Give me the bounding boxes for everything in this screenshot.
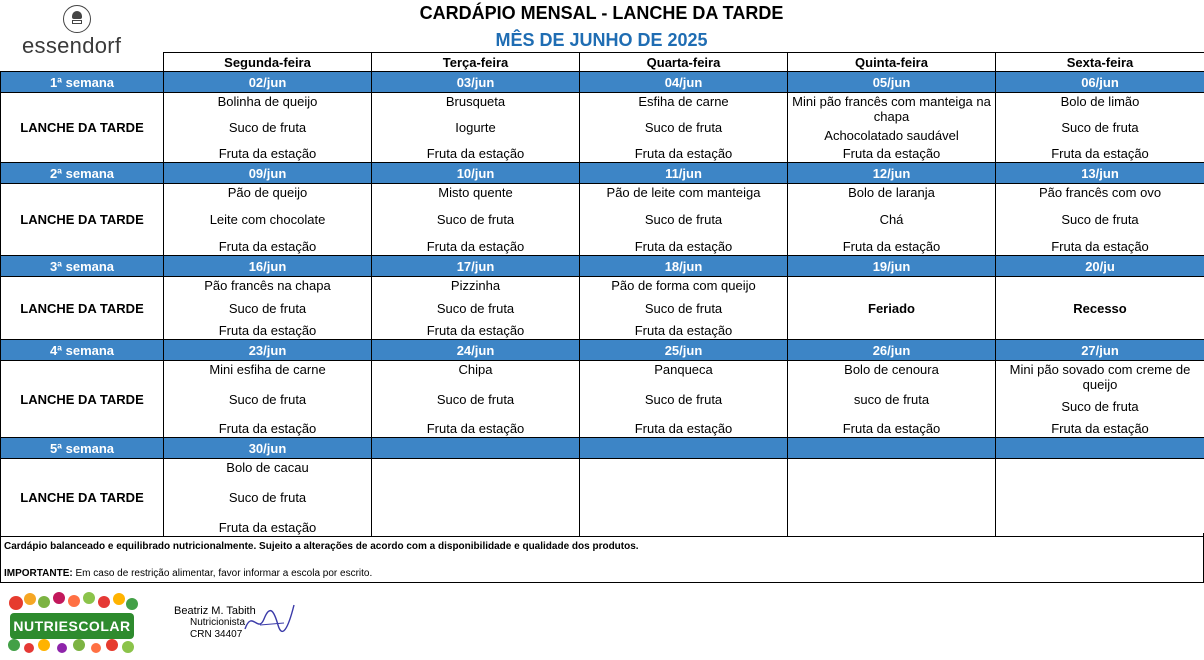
date-cell: 18/jun <box>580 256 788 277</box>
meal-item: Fruta da estação <box>426 323 525 338</box>
meal-cell <box>164 93 372 163</box>
meal-item: Suco de fruta <box>436 300 515 316</box>
week-row <box>1 438 1204 459</box>
chef-hat-icon <box>63 5 91 33</box>
meal-item: Fruta da estação <box>842 421 941 436</box>
week-label: 2ª semana <box>1 163 164 184</box>
meal-item: Suco de fruta <box>1061 212 1139 227</box>
brand-name: essendorf <box>22 33 122 58</box>
meal-item: Achocolatado saudável <box>824 127 959 143</box>
date-cell: 19/jun <box>788 256 996 277</box>
date-cell <box>996 438 1204 459</box>
note-important-text: Em caso de restrição alimentar, favor informar a escola por escrito. <box>72 568 373 579</box>
week-label: 5ª semana <box>1 438 164 459</box>
nutritionist-role: Nutricionista <box>190 617 246 628</box>
meal-cell <box>164 459 372 537</box>
meal-item: Suco de fruta <box>228 490 307 505</box>
meal-item: Fruta da estação <box>218 520 317 535</box>
meal-cell <box>996 361 1204 438</box>
meal-item: Pão de leite com manteiga <box>606 185 761 200</box>
meal-item: Fruta da estação <box>634 323 733 338</box>
meal-item: Feriado <box>868 300 915 316</box>
meal-item: Bolinha de queijo <box>217 94 318 109</box>
week-row <box>1 256 1204 277</box>
date-cell: 30/jun <box>164 438 372 459</box>
week-label: 1ª semana <box>1 72 164 93</box>
meal-item: Fruta da estação <box>634 239 733 254</box>
date-cell <box>580 438 788 459</box>
day-header: Sexta-feira <box>996 53 1204 72</box>
nutritionist-name: Beatriz M. Tabith <box>174 605 256 617</box>
date-cell: 02/jun <box>164 72 372 93</box>
meal-item: Pizzinha <box>450 278 501 293</box>
meal-item: Fruta da estação <box>1051 421 1149 436</box>
meal-item: Fruta da estação <box>842 239 941 254</box>
date-cell: 05/jun <box>788 72 996 93</box>
meal-row <box>1 277 1204 340</box>
meal-item: Suco de fruta <box>228 120 307 135</box>
date-cell: 03/jun <box>372 72 580 93</box>
meal-item: Suco de fruta <box>644 120 723 135</box>
signature-scribble <box>240 599 300 639</box>
meal-cell <box>788 361 996 438</box>
meal-item: Brusqueta <box>445 94 506 109</box>
meal-item: Misto quente <box>438 185 513 200</box>
meal-item: Fruta da estação <box>426 239 525 254</box>
meal-cell <box>372 184 580 256</box>
meal-row <box>1 459 1204 537</box>
meal-row-label: LANCHE DA TARDE <box>1 277 164 340</box>
menu-table <box>0 52 1204 537</box>
date-cell: 13/jun <box>996 163 1204 184</box>
meal-cell <box>996 184 1204 256</box>
meal-cell <box>372 93 580 163</box>
date-cell <box>372 438 580 459</box>
week-row <box>1 340 1204 361</box>
meal-item: suco de fruta <box>853 391 930 407</box>
meal-item: Chá <box>879 212 904 227</box>
meal-item: Fruta da estação <box>218 421 317 436</box>
meal-cell <box>372 277 580 340</box>
date-cell: 24/jun <box>372 340 580 361</box>
meal-item: Pão de forma com queijo <box>611 278 756 293</box>
meal-item: Mini esfiha de carne <box>209 362 326 377</box>
meal-item: Suco de fruta <box>1061 399 1139 414</box>
meal-item: Bolo de cenoura <box>844 362 939 377</box>
meal-item: Suco de fruta <box>644 300 723 316</box>
note-important <box>4 568 372 579</box>
meal-item: Fruta da estação <box>1051 146 1149 161</box>
date-cell: 26/jun <box>788 340 996 361</box>
header-corner <box>1 53 164 72</box>
day-header: Quinta-feira <box>788 53 996 72</box>
meal-row-label: LANCHE DA TARDE <box>1 184 164 256</box>
nutritionist-crn: CRN 34407 <box>190 629 243 640</box>
document-title: CARDÁPIO MENSAL - LANCHE DA TARDE <box>419 3 784 23</box>
meal-item: Pão francês com ovo <box>1038 185 1162 200</box>
meal-item: Bolo de laranja <box>848 185 935 200</box>
meal-item: Fruta da estação <box>634 421 733 436</box>
date-cell: 27/jun <box>996 340 1204 361</box>
date-cell <box>788 438 996 459</box>
date-cell: 20/ju <box>996 256 1204 277</box>
day-header: Quarta-feira <box>580 53 788 72</box>
meal-item: Mini pão sovado com creme de queijo <box>1009 362 1191 392</box>
meal-item: Fruta da estação <box>426 421 525 436</box>
meal-item: Suco de fruta <box>644 391 723 407</box>
week-row <box>1 163 1204 184</box>
note-important-label: IMPORTANTE: <box>4 568 73 579</box>
meal-item: Panqueca <box>654 362 713 377</box>
meal-cell <box>580 361 788 438</box>
date-cell: 10/jun <box>372 163 580 184</box>
date-cell: 25/jun <box>580 340 788 361</box>
meal-item: Leite com chocolate <box>209 212 326 227</box>
meal-item: Bolo de limão <box>1060 94 1140 109</box>
meal-cell <box>372 361 580 438</box>
meal-cell <box>788 93 996 163</box>
meal-cell <box>788 277 996 340</box>
meal-cell <box>580 184 788 256</box>
date-cell: 04/jun <box>580 72 788 93</box>
meal-item: Fruta da estação <box>426 146 525 161</box>
meal-cell <box>580 459 788 537</box>
meal-cell <box>788 459 996 537</box>
week-row <box>1 72 1204 93</box>
day-header: Terça-feira <box>372 53 580 72</box>
note-balanced: Cardápio balanceado e equilibrado nutricionalmente. Sujeito a alterações de acordo com a disponibilidade e qualidade dos produtos. <box>4 541 639 552</box>
meal-item: Suco de fruta <box>228 391 307 407</box>
meal-item: Suco de fruta <box>644 212 723 227</box>
notes-box <box>0 533 1204 583</box>
meal-cell <box>164 361 372 438</box>
meal-item: Bolo de cacau <box>226 460 309 475</box>
document-subtitle: MÊS DE JUNHO DE 2025 <box>495 30 708 50</box>
week-label: 4ª semana <box>1 340 164 361</box>
meal-cell <box>788 184 996 256</box>
meal-row-label: LANCHE DA TARDE <box>1 459 164 537</box>
date-cell: 06/jun <box>996 72 1204 93</box>
day-header: Segunda-feira <box>164 53 372 72</box>
meal-cell <box>996 277 1204 340</box>
meal-cell <box>372 459 580 537</box>
date-cell: 23/jun <box>164 340 372 361</box>
meal-item: Suco de fruta <box>436 391 515 407</box>
meal-item: Fruta da estação <box>218 146 317 161</box>
date-cell: 12/jun <box>788 163 996 184</box>
meal-item: Pão de queijo <box>227 185 308 200</box>
meal-item: Pão francês na chapa <box>204 278 331 293</box>
meal-row <box>1 184 1204 256</box>
meal-row <box>1 93 1204 163</box>
nutriescolar-logo <box>4 591 140 655</box>
meal-cell <box>164 184 372 256</box>
meal-cell <box>996 459 1204 537</box>
footer <box>0 583 1204 660</box>
date-cell: 09/jun <box>164 163 372 184</box>
meal-item: Fruta da estação <box>218 239 317 254</box>
meal-item: Fruta da estação <box>1051 239 1149 254</box>
date-cell: 11/jun <box>580 163 788 184</box>
meal-item: Chipa <box>458 362 493 377</box>
meal-item: Iogurte <box>455 120 496 135</box>
date-cell: 17/jun <box>372 256 580 277</box>
date-cell: 16/jun <box>164 256 372 277</box>
meal-item: Mini pão francês com manteiga na chapa <box>792 94 991 124</box>
meal-cell <box>580 277 788 340</box>
meal-cell <box>164 277 372 340</box>
day-header-row <box>1 53 1204 72</box>
meal-row-label: LANCHE DA TARDE <box>1 93 164 163</box>
meal-cell <box>580 93 788 163</box>
meal-item: Fruta da estação <box>634 146 733 161</box>
meal-cell <box>996 93 1204 163</box>
week-label: 3ª semana <box>1 256 164 277</box>
meal-item: Esfiha de carne <box>638 94 729 109</box>
meal-row-label: LANCHE DA TARDE <box>1 361 164 438</box>
meal-item: Suco de fruta <box>1061 120 1139 135</box>
meal-item: Fruta da estação <box>842 146 941 161</box>
nutriescolar-wordmark: NUTRIESCOLAR <box>10 613 134 639</box>
meal-item: Suco de fruta <box>436 212 515 227</box>
meal-item: Recesso <box>1073 300 1127 316</box>
meal-row <box>1 361 1204 438</box>
meal-item: Suco de fruta <box>228 300 307 316</box>
meal-item: Fruta da estação <box>218 323 317 338</box>
